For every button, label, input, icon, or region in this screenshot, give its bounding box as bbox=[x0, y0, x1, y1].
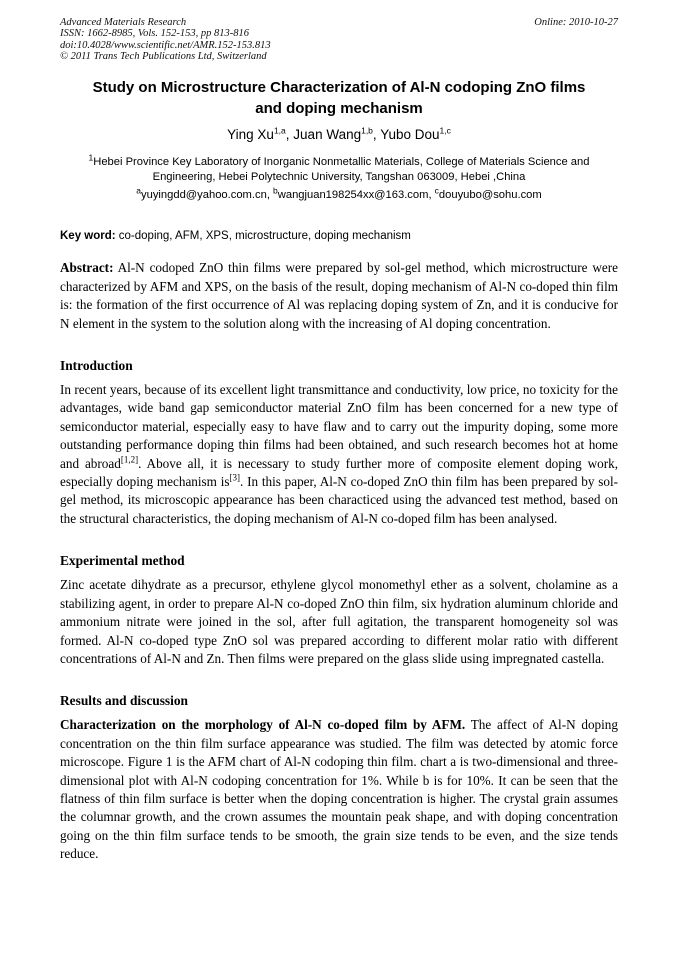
issn-line: ISSN: 1662-8985, Vols. 152-153, pp 813-816 bbox=[60, 28, 249, 40]
emails-line bbox=[60, 185, 618, 204]
online-date: Online: 2010-10-27 bbox=[534, 17, 618, 28]
email-separator: , bbox=[428, 188, 435, 201]
subsection-heading-afm: Characterization on the morphology of Al-N co-doped film by AFM. bbox=[60, 717, 466, 733]
email-superscript: c bbox=[434, 185, 439, 196]
affiliation-text: Hebei Province Key Laboratory of Inorganic Nonmetallic Materials, College of Materials Science and Engineering, Hebei Polytechnic University, Tangshan 063009, Hebei ,China bbox=[93, 155, 590, 184]
keywords-text: co-doping, AFM, XPS, microstructure, doping mechanism bbox=[115, 230, 411, 243]
keywords-label: Key word: bbox=[60, 230, 116, 243]
abstract-label: Abstract: bbox=[60, 260, 114, 276]
paper-title: Study on Microstructure Characterization of Al-N codoping ZnO films and doping mechanism bbox=[92, 78, 586, 117]
section-heading-experimental: Experimental method bbox=[60, 553, 185, 569]
email-superscript: a bbox=[136, 185, 142, 196]
affiliation bbox=[60, 151, 618, 186]
section-heading-results: Results and discussion bbox=[60, 693, 189, 709]
email-superscript: b bbox=[273, 185, 278, 196]
author-superscript: 1,c bbox=[439, 125, 451, 136]
introduction-text: In recent years, because of its excellent light transmittance and conductivity, low price, no toxicity for the advantages, wide band gap semiconductor material ZnO film has been concerned for a new type of semiconductor material, especially easy to have flaw and to carry out the impurity doping, some more outstanding performance doping thin films had been obtained, and such research becomes hot at home and abroad bbox=[60, 382, 618, 471]
abstract-paragraph bbox=[60, 259, 618, 333]
paragraph-introduction bbox=[60, 381, 618, 528]
abstract-text: Al-N codoped ZnO thin films were prepared by sol-gel method, which microstructure were characterized by AFM and XPS, on the basis of the result, doping mechanism of Al-N co-doped thin film is: the formation of the first occurrence of Al was replacing doping system of Zn, and it is conducive for N element in the system to the solution along with the increasing of Al doping concentration. bbox=[60, 260, 618, 331]
author-name: Juan Wang bbox=[293, 126, 362, 142]
author-separator: , bbox=[285, 126, 294, 142]
affiliation-superscript: 1 bbox=[88, 151, 94, 162]
reference-marker: [3] bbox=[229, 472, 241, 483]
introduction-text: . In this paper, Al-N co-doped ZnO thin film has been prepared by sol-gel method, its microscopic appearance has been characticed using the advanced test method, based on the structural characteristics, the doping mechanism of Al-N co-doped film has been analysed. bbox=[60, 474, 619, 526]
introduction-text: . Above all, it is necessary to study further more of composite element doping work, especially doping mechanism is bbox=[60, 455, 619, 490]
email-separator: , bbox=[266, 188, 274, 201]
email-address: wangjuan198254xx@163.com bbox=[277, 188, 429, 201]
journal-header-left bbox=[60, 17, 271, 63]
keywords-line bbox=[60, 229, 618, 244]
doi-line: doi:10.4028/www.scientific.net/AMR.152-153.813 bbox=[60, 39, 271, 51]
author-superscript: 1,b bbox=[361, 125, 373, 136]
journal-header bbox=[60, 17, 618, 63]
copyright-line: © 2011 Trans Tech Publications Ltd, Switzerland bbox=[60, 51, 267, 63]
author-name: Yubo Dou bbox=[380, 126, 440, 142]
author-name: Ying Xu bbox=[227, 126, 274, 142]
paragraph-experimental: Zinc acetate dihydrate as a precursor, ethylene glycol monomethyl ether as a solvent, cholamine as a stabilizing agent, in order to prepare Al-N co-doped ZnO thin film, six hydration aluminum chloride and ammonium nitrate were joined in the sol, after full agitation, the transparent homogeneity sol was formed. Al-N co-doped type ZnO sol was prepared according to different molar ratio with different concentrations of Al-N and Zn. Then films were prepared on the glass slide using impregnated castella. bbox=[60, 577, 618, 666]
email-address: yuyingdd@yahoo.com.cn bbox=[141, 188, 267, 201]
journal-name: Advanced Materials Research bbox=[60, 17, 187, 28]
authors-line bbox=[60, 126, 618, 144]
section-heading-introduction: Introduction bbox=[60, 358, 133, 374]
results-text: The affect of Al-N doping concentration on the thin film surface appearance was studied. The film was detected by atomic force microscope. Figure 1 is the AFM chart of Al-N codoping thin film. chart a is two-dimensional and three-dimensional plot with Al-N codoping concentration for 1%. While b is for 10%. It can be seen that the flatness of thin film surface is better when the doping concentration is higher. The crystal grain assumes the columnar growth, and the crown assumes the mountain peak shape, and with doping concentration going on the thin film surface tends to be smooth, the grain size tends to be even, and the size tends reduce. bbox=[60, 717, 618, 862]
author-superscript: 1,a bbox=[273, 125, 286, 136]
author-separator: , bbox=[372, 126, 381, 142]
paragraph-results bbox=[60, 716, 618, 863]
email-address: douyubo@sohu.com bbox=[438, 188, 542, 201]
reference-marker: [1,2] bbox=[120, 454, 139, 465]
